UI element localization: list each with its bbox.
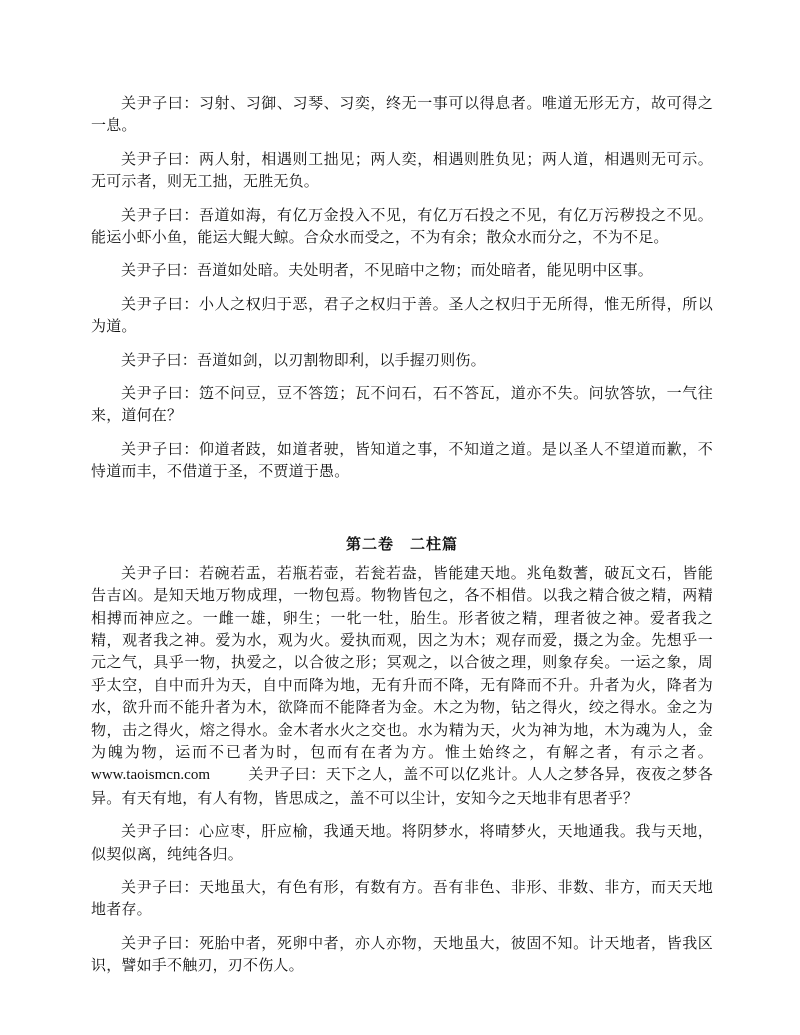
paragraph-1: 关尹子曰：习射、习御、习琴、习奕，终无一事可以得息者。唯道无形无方，故可得之一息。 (91, 94, 713, 135)
long-paragraph-part1: 关尹子曰：若碗若盂，若瓶若壶，若瓮若盎，皆能建天地。兆龟数蓍，破瓦文石，皆能告吉凶。是知天地万物成理，一物包焉。物物皆包之，各不相借。以我之精合彼之精，两精相搏而神应之。一雌一雄，卵生；一牝一牡，胎生。形者彼之精，理者彼之神。爱者我之精，观者我之神。爱为水，观为火。爱执而观，因之为木；观存而爱，摄之为金。先想乎一元之气，具乎一物，执爱之，以合彼之形；冥观之，以合彼之理，则象存矣。一运之象，周乎太空，自中而升为天，自中而降为地，无有升而不降，无有降而不升。升者为火，降者为水，欲升而不能升者为木，欲降而不能降者为金。木之为物，钻之得火，绞之得水。金之为物，击之得火，熔之得水。金木者水火之交也。水为精为天，火为神为地，木为魂为人，金为魄为物，运而不已者为时，包而有在者为方。惟土始终之，有解之者，有示之者。 (91, 563, 713, 761)
paragraph-3: 关尹子曰：吾道如海，有亿万金投入不见，有亿万石投之不见，有亿万污秽投之不见。能运小虾小鱼，能运大鲲大鲸。合众水而受之，不为有余；散众水而分之，不为不足。 (91, 205, 713, 247)
paragraph-8: 关尹子曰：仰道者跂，如道者驶，皆知道之事，不知道之道。是以圣人不望道而歉，不恃道而丰，不借道于圣，不贾道于愚。 (91, 439, 713, 481)
paragraph-6: 关尹子曰：吾道如剑，以刃割物即利，以手握刃则伤。 (121, 350, 486, 369)
paragraph-2: 关尹子曰：两人射，相遇则工拙见；两人奕，相遇则胜负见；两人道，相遇则无可示。无可示者，则无工拙，无胜无负。 (91, 149, 713, 191)
paragraph-11: 关尹子曰：天地虽大，有色有形，有数有方。吾有非色、非形、非数、非方，而天天地地者存。 (91, 877, 713, 919)
long-paragraph (91, 562, 713, 809)
text-column (91, 92, 713, 977)
paragraph-7: 关尹子曰：笾不问豆，豆不答笾；瓦不问石，石不答瓦，道亦不失。问欤答欤，一气往来，道何在？ (91, 384, 713, 425)
paragraph-10: 关尹子曰：心应枣，肝应榆，我通天地。将阴梦水，将晴梦火，天地通我。我与天地，似契似离，纯纯各归。 (91, 822, 713, 863)
paragraph-4: 关尹子曰：吾道如处暗。夫处明者，不见暗中之物；而处暗者，能见明中区事。 (121, 261, 654, 280)
section-heading: 第二卷 二柱篇 (345, 534, 458, 553)
paragraph-5: 关尹子曰：小人之权归于恶，君子之权归于善。圣人之权归于无所得，惟无所得，所以为道。 (91, 294, 713, 336)
long-paragraph-part2: 关尹子曰：天下之人，盖不可以亿兆计。人人之梦各异，夜夜之梦各异。有天有地，有人有物，皆思成之，盖不可以尘计，安知今之天地非有思者乎？ (91, 765, 713, 807)
paragraph-12: 关尹子曰：死胎中者，死卵中者，亦人亦物，天地虽大，彼固不知。计天地者，皆我区识，譬如手不触刃，刃不伤人。 (91, 933, 713, 975)
website-url: www.taoismcn.com (91, 767, 211, 784)
